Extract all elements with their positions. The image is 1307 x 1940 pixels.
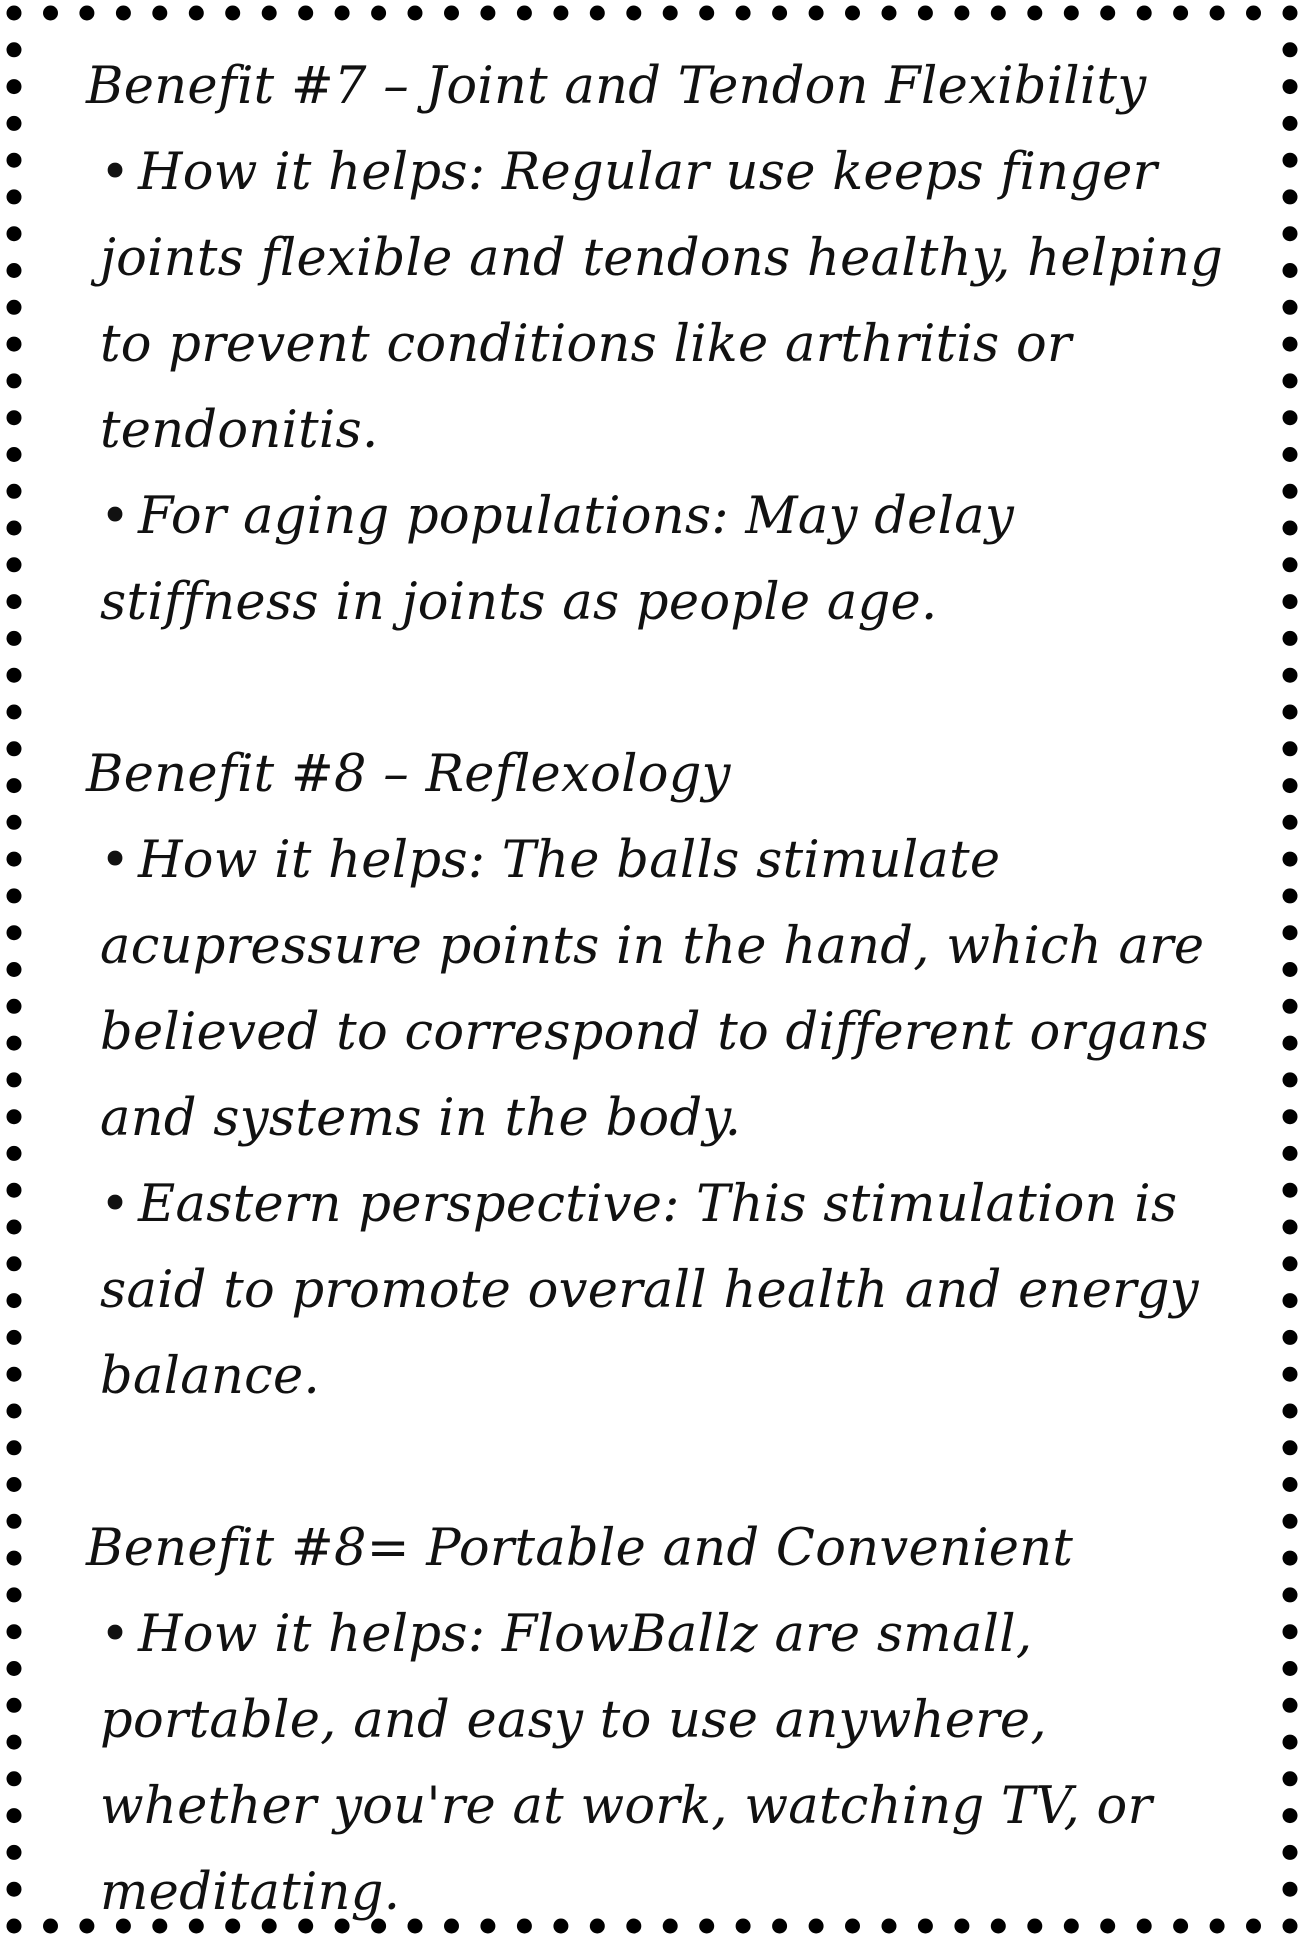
- border-dot: [7, 1367, 22, 1382]
- benefit-heading: Benefit #8= Portable and Convenient: [86, 1519, 1074, 1578]
- border-dot: [1283, 1404, 1298, 1419]
- border-dot: [1283, 1919, 1298, 1934]
- border-dot: [1283, 1698, 1298, 1713]
- border-dot: [1283, 410, 1298, 425]
- border-dot: [1283, 373, 1298, 388]
- border-dot: [1283, 484, 1298, 499]
- border-dot: [79, 6, 94, 21]
- point-text: How it helps: Regular use keeps finger joints flexible and tendons healthy, helping to prevent conditions like arthritis or tendonitis.: [100, 143, 1224, 460]
- border-dot: [7, 116, 22, 131]
- border-dot: [7, 263, 22, 278]
- border-dot: [7, 1882, 22, 1897]
- border-dot: [1283, 1661, 1298, 1676]
- border-dot: [480, 6, 495, 21]
- border-dot: [7, 1845, 22, 1860]
- point-text: How it helps: FlowBallz are small, portable, and easy to use anywhere, whether you're at work, watching TV, or meditating.: [100, 1605, 1153, 1922]
- border-dot: [1283, 42, 1298, 57]
- border-dot: [7, 668, 22, 683]
- border-dot: [7, 447, 22, 462]
- border-dot: [1283, 1256, 1298, 1271]
- border-dot: [7, 410, 22, 425]
- border-dot: [626, 6, 641, 21]
- border-dot: [1283, 521, 1298, 536]
- border-dot: [809, 6, 824, 21]
- border-dot: [7, 1735, 22, 1750]
- border-dot: [1283, 300, 1298, 315]
- border-dot: [1283, 1882, 1298, 1897]
- border-dot: [1283, 116, 1298, 131]
- benefit-point: [86, 130, 1246, 474]
- border-dot: [1283, 815, 1298, 830]
- border-dot: [7, 1919, 22, 1934]
- border-dot: [262, 6, 277, 21]
- border-dot: [43, 1919, 58, 1934]
- border-dot: [1283, 925, 1298, 940]
- border-dot: [7, 1330, 22, 1345]
- border-dot: [335, 6, 350, 21]
- border-dot: [1283, 1735, 1298, 1750]
- border-dot: [7, 1624, 22, 1639]
- benefit-point: [86, 1162, 1246, 1420]
- border-dot: [1283, 1808, 1298, 1823]
- border-dot: [152, 6, 167, 21]
- border-dot: [1283, 631, 1298, 646]
- border-dot: [7, 557, 22, 572]
- border-dot: [7, 1256, 22, 1271]
- border-dot: [7, 1587, 22, 1602]
- border-dot: [1283, 153, 1298, 168]
- border-dot: [1283, 1477, 1298, 1492]
- border-dot: [1173, 6, 1188, 21]
- border-dot: [553, 6, 568, 21]
- border-dot: [1283, 852, 1298, 867]
- border-dot: [1283, 594, 1298, 609]
- benefit-8-portable: [86, 1506, 1246, 1936]
- point-text: Eastern perspective: This stimulation is said to promote overall health and energy balance.: [100, 1175, 1199, 1406]
- border-dot: [1283, 79, 1298, 94]
- border-dot: [371, 6, 386, 21]
- border-dot: [7, 594, 22, 609]
- border-dot: [1246, 1919, 1261, 1934]
- border-dot: [1283, 1109, 1298, 1124]
- border-dot: [7, 1036, 22, 1051]
- border-dot: [1283, 778, 1298, 793]
- border-dot: [1283, 447, 1298, 462]
- border-dot: [1283, 1036, 1298, 1051]
- border-dot: [225, 6, 240, 21]
- border-dot: [7, 521, 22, 536]
- border-dot: [7, 925, 22, 940]
- border-dot: [7, 888, 22, 903]
- border-dot: [7, 705, 22, 720]
- benefit-8-reflexology: [86, 732, 1246, 1420]
- border-dot: [1246, 6, 1261, 21]
- border-dot: [7, 1109, 22, 1124]
- border-dot: [7, 1404, 22, 1419]
- point-text: For aging populations: May delay stiffness in joints as people age.: [100, 487, 1015, 632]
- border-dot: [1283, 1293, 1298, 1308]
- border-dot: [1283, 1146, 1298, 1161]
- border-dot: [772, 6, 787, 21]
- border-dot: [7, 42, 22, 57]
- border-dot: [7, 815, 22, 830]
- bullet-glyph: •: [100, 143, 131, 202]
- border-dot: [7, 300, 22, 315]
- border-dot: [408, 6, 423, 21]
- border-dot: [444, 6, 459, 21]
- border-dot: [7, 1808, 22, 1823]
- border-dot: [298, 6, 313, 21]
- border-dot: [189, 6, 204, 21]
- border-dot: [991, 6, 1006, 21]
- border-dot: [1283, 1624, 1298, 1639]
- border-dot: [1283, 668, 1298, 683]
- border-dot: [43, 6, 58, 21]
- border-dot: [7, 1146, 22, 1161]
- border-dot: [1283, 1551, 1298, 1566]
- benefits-list: [86, 44, 1246, 1936]
- border-dot: [1283, 1183, 1298, 1198]
- border-dot: [7, 1551, 22, 1566]
- border-dot: [7, 153, 22, 168]
- border-dot: [1283, 1587, 1298, 1602]
- border-dot: [7, 1183, 22, 1198]
- bullet-glyph: •: [100, 1605, 131, 1664]
- point-text: How it helps: The balls stimulate acupressure points in the hand, which are believed to correspond to different organs and systems in the body.: [100, 831, 1209, 1148]
- border-dot: [1283, 741, 1298, 756]
- border-dot: [1283, 226, 1298, 241]
- border-dot: [590, 6, 605, 21]
- border-dot: [116, 6, 131, 21]
- border-dot: [7, 226, 22, 241]
- border-dot: [1283, 557, 1298, 572]
- border-dot: [7, 337, 22, 352]
- border-dot: [918, 6, 933, 21]
- border-dot: [1064, 6, 1079, 21]
- border-dot: [7, 1072, 22, 1087]
- border-dot: [7, 1661, 22, 1676]
- border-dot: [7, 79, 22, 94]
- benefit-point: [86, 1592, 1246, 1936]
- border-dot: [1283, 888, 1298, 903]
- border-dot: [699, 6, 714, 21]
- border-dot: [1283, 263, 1298, 278]
- border-dot: [1283, 1845, 1298, 1860]
- border-dot: [845, 6, 860, 21]
- border-dot: [7, 778, 22, 793]
- border-dot: [1283, 1072, 1298, 1087]
- border-dot: [1283, 1771, 1298, 1786]
- border-dot: [1283, 6, 1298, 21]
- border-dot: [7, 999, 22, 1014]
- border-dot: [7, 484, 22, 499]
- border-dot: [1100, 6, 1115, 21]
- border-dot: [7, 373, 22, 388]
- border-dot: [1283, 1440, 1298, 1455]
- benefit-heading: Benefit #8 – Reflexology: [86, 745, 731, 804]
- border-dot: [7, 1698, 22, 1713]
- border-dot: [1283, 337, 1298, 352]
- border-dot: [1283, 1514, 1298, 1529]
- border-dot: [7, 852, 22, 867]
- border-dot: [7, 6, 22, 21]
- border-dot: [7, 189, 22, 204]
- benefit-heading: Benefit #7 – Joint and Tendon Flexibility: [86, 57, 1147, 116]
- benefit-7: [86, 44, 1246, 646]
- border-dot: [1283, 1330, 1298, 1345]
- border-dot: [1027, 6, 1042, 21]
- border-dot: [954, 6, 969, 21]
- border-dot: [1283, 189, 1298, 204]
- border-dot: [1283, 962, 1298, 977]
- border-dot: [7, 1220, 22, 1235]
- border-dot: [7, 741, 22, 756]
- bullet-glyph: •: [100, 831, 131, 890]
- border-dot: [517, 6, 532, 21]
- border-dot: [1283, 1220, 1298, 1235]
- border-dot: [7, 1771, 22, 1786]
- border-dot: [7, 962, 22, 977]
- border-dot: [736, 6, 751, 21]
- border-dot: [1283, 705, 1298, 720]
- border-dot: [663, 6, 678, 21]
- border-dot: [1210, 6, 1225, 21]
- border-dot: [7, 1514, 22, 1529]
- border-dot: [7, 1440, 22, 1455]
- border-dot: [7, 1293, 22, 1308]
- benefit-point: [86, 818, 1246, 1162]
- bullet-glyph: •: [100, 487, 131, 546]
- border-dot: [1283, 999, 1298, 1014]
- border-dot: [7, 1477, 22, 1492]
- border-dot: [1283, 1367, 1298, 1382]
- border-dot: [1137, 6, 1152, 21]
- border-dot: [7, 631, 22, 646]
- bullet-glyph: •: [100, 1175, 131, 1234]
- border-dot: [882, 6, 897, 21]
- benefit-point: [86, 474, 1246, 646]
